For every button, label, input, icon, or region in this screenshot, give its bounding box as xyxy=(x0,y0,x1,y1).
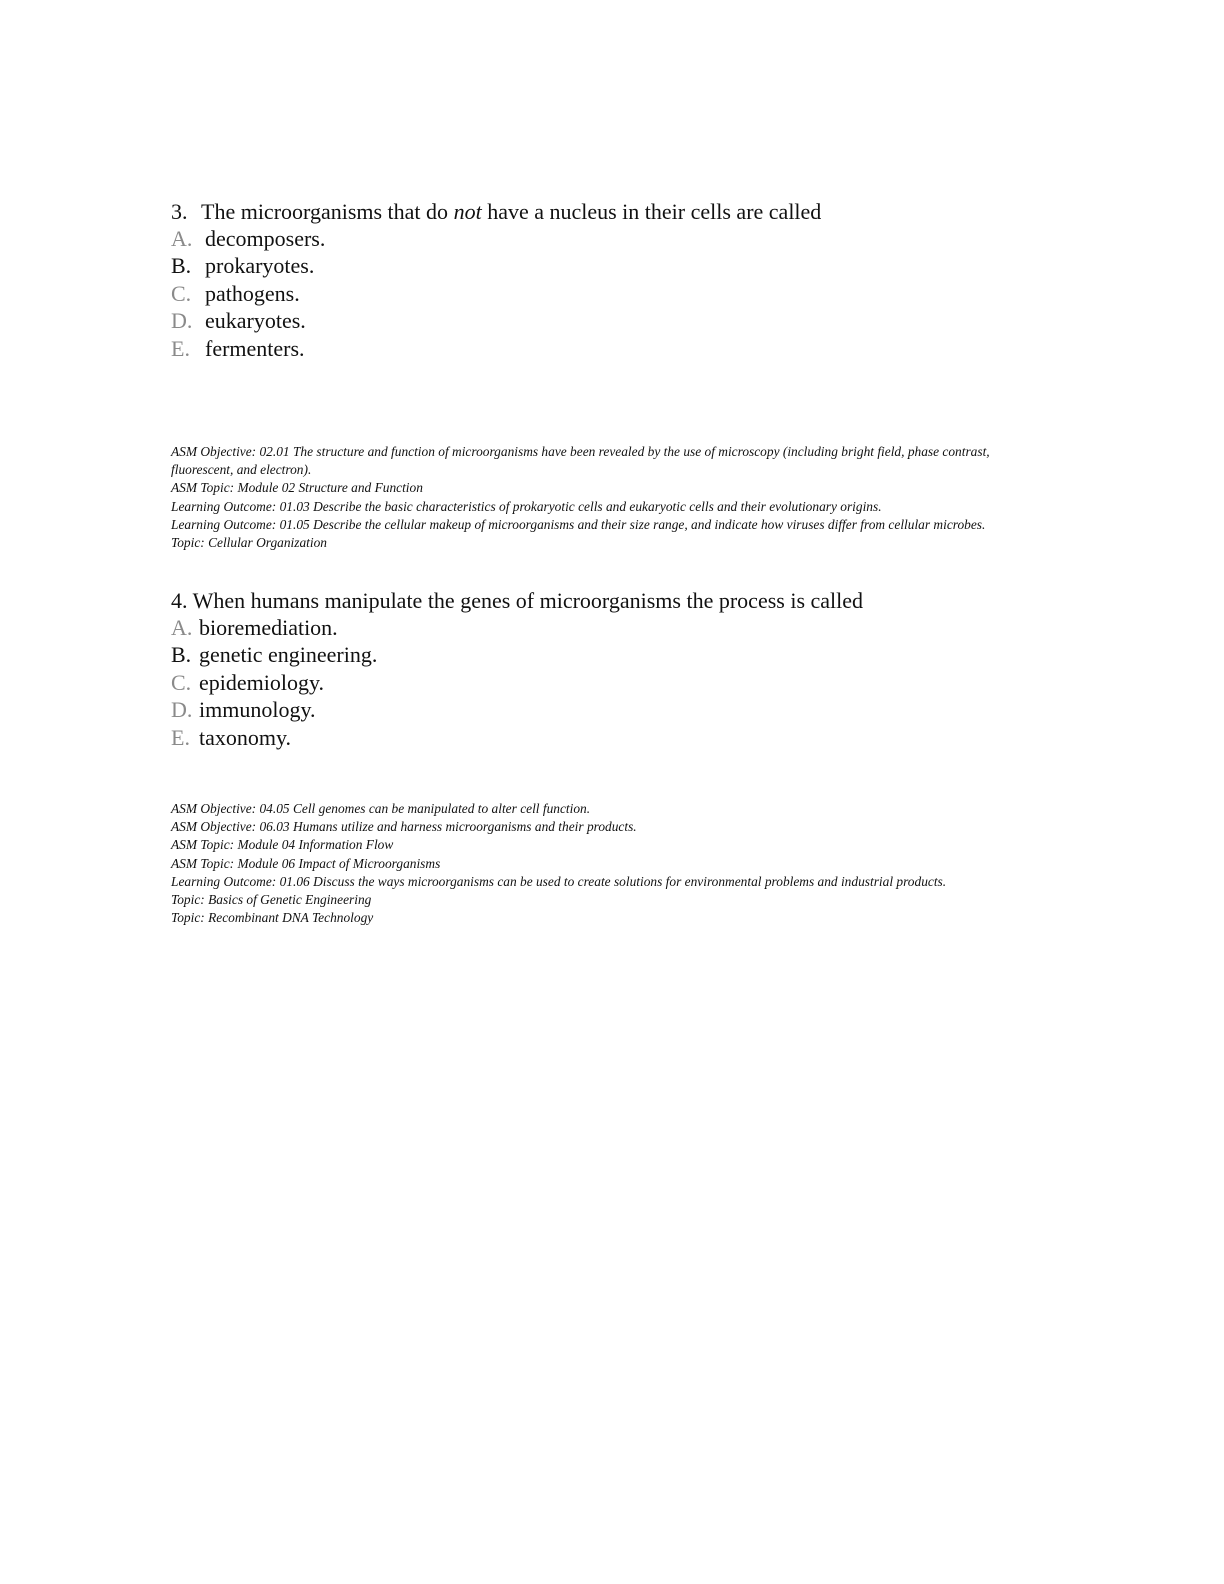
question-3 xyxy=(171,198,1051,362)
choice-text: eukaryotes. xyxy=(205,308,306,334)
choice-text: decomposers. xyxy=(205,226,326,251)
question-number: 4. xyxy=(171,588,188,613)
choice-text: immunology. xyxy=(199,697,316,723)
metadata-line: Topic: Recombinant DNA Technology xyxy=(171,910,374,926)
answer-choice-c xyxy=(171,669,1051,696)
choice-letter: A. xyxy=(171,226,193,251)
metadata-line: ASM Topic: Module 02 Structure and Function xyxy=(171,480,423,496)
choice-text: taxonomy. xyxy=(199,724,292,750)
stem-text: When humans manipulate the genes of microorganisms the process is called xyxy=(192,588,864,613)
question-stem xyxy=(171,587,1051,614)
question-4 xyxy=(171,587,1051,751)
answer-choice-e xyxy=(171,335,1051,362)
metadata-line: Learning Outcome: 01.05 Describe the cellular makeup of microorganisms and their size range, and indicate how viruses differ from cellular microbes. xyxy=(171,516,986,532)
metadata-line: Learning Outcome: 01.03 Describe the basic characteristics of prokaryotic cells and eukaryotic cells and their evolutionary origins. xyxy=(171,498,882,514)
metadata-line: ASM Objective: 04.05 Cell genomes can be manipulated to alter cell function. xyxy=(171,801,591,816)
metadata-line: Learning Outcome: 01.06 Discuss the ways microorganisms can be used to create solutions for environmental problems and industrial products. xyxy=(171,873,947,889)
metadata-line: ASM Objective: 06.03 Humans utilize and harness microorganisms and their products. xyxy=(171,819,637,835)
choice-text: prokaryotes. xyxy=(205,253,315,279)
answer-choice-b xyxy=(171,252,1051,279)
choice-letter-correct: B. xyxy=(171,642,192,668)
metadata-line: Topic: Basics of Genetic Engineering xyxy=(171,892,372,908)
choice-letter-correct: B. xyxy=(171,253,192,279)
choice-letter: C. xyxy=(171,280,192,306)
question-3-metadata xyxy=(171,443,1051,552)
choice-text: pathogens. xyxy=(205,280,300,306)
answer-choice-d xyxy=(171,696,1051,723)
question-stem xyxy=(171,198,1051,225)
metadata-line: Topic: Cellular Organization xyxy=(171,535,327,551)
choice-text: epidemiology. xyxy=(199,669,325,695)
choice-letter: E. xyxy=(171,724,190,750)
answer-choice-d xyxy=(171,307,1051,334)
choice-letter: E. xyxy=(171,335,190,361)
choice-text: fermenters. xyxy=(205,335,305,361)
stem-text: have a nucleus in their cells are called xyxy=(481,199,822,224)
answer-choice-e xyxy=(171,724,1051,751)
question-4-metadata xyxy=(171,800,1051,927)
question-number: 3. xyxy=(171,199,188,224)
stem-emphasis: not xyxy=(453,199,482,224)
choice-text: bioremediation. xyxy=(199,615,338,640)
answer-choice-a xyxy=(171,614,1051,641)
answer-choice-a xyxy=(171,225,1051,252)
metadata-line: ASM Topic: Module 06 Impact of Microorganisms xyxy=(171,855,441,871)
answer-choice-c xyxy=(171,280,1051,307)
choice-letter: C. xyxy=(171,669,192,695)
metadata-line: ASM Objective: 02.01 The structure and function of microorganisms have been revealed by the use of microscopy (including bright field, phase contrast, fluorescent, and electron). xyxy=(171,444,990,478)
stem-text: The microorganisms that do xyxy=(201,199,454,224)
choice-letter: D. xyxy=(171,308,193,334)
choice-letter: D. xyxy=(171,697,193,723)
choice-text: genetic engineering. xyxy=(199,642,378,668)
answer-choice-b xyxy=(171,641,1051,668)
metadata-line: ASM Topic: Module 04 Information Flow xyxy=(171,837,394,853)
choice-letter: A. xyxy=(171,615,193,640)
